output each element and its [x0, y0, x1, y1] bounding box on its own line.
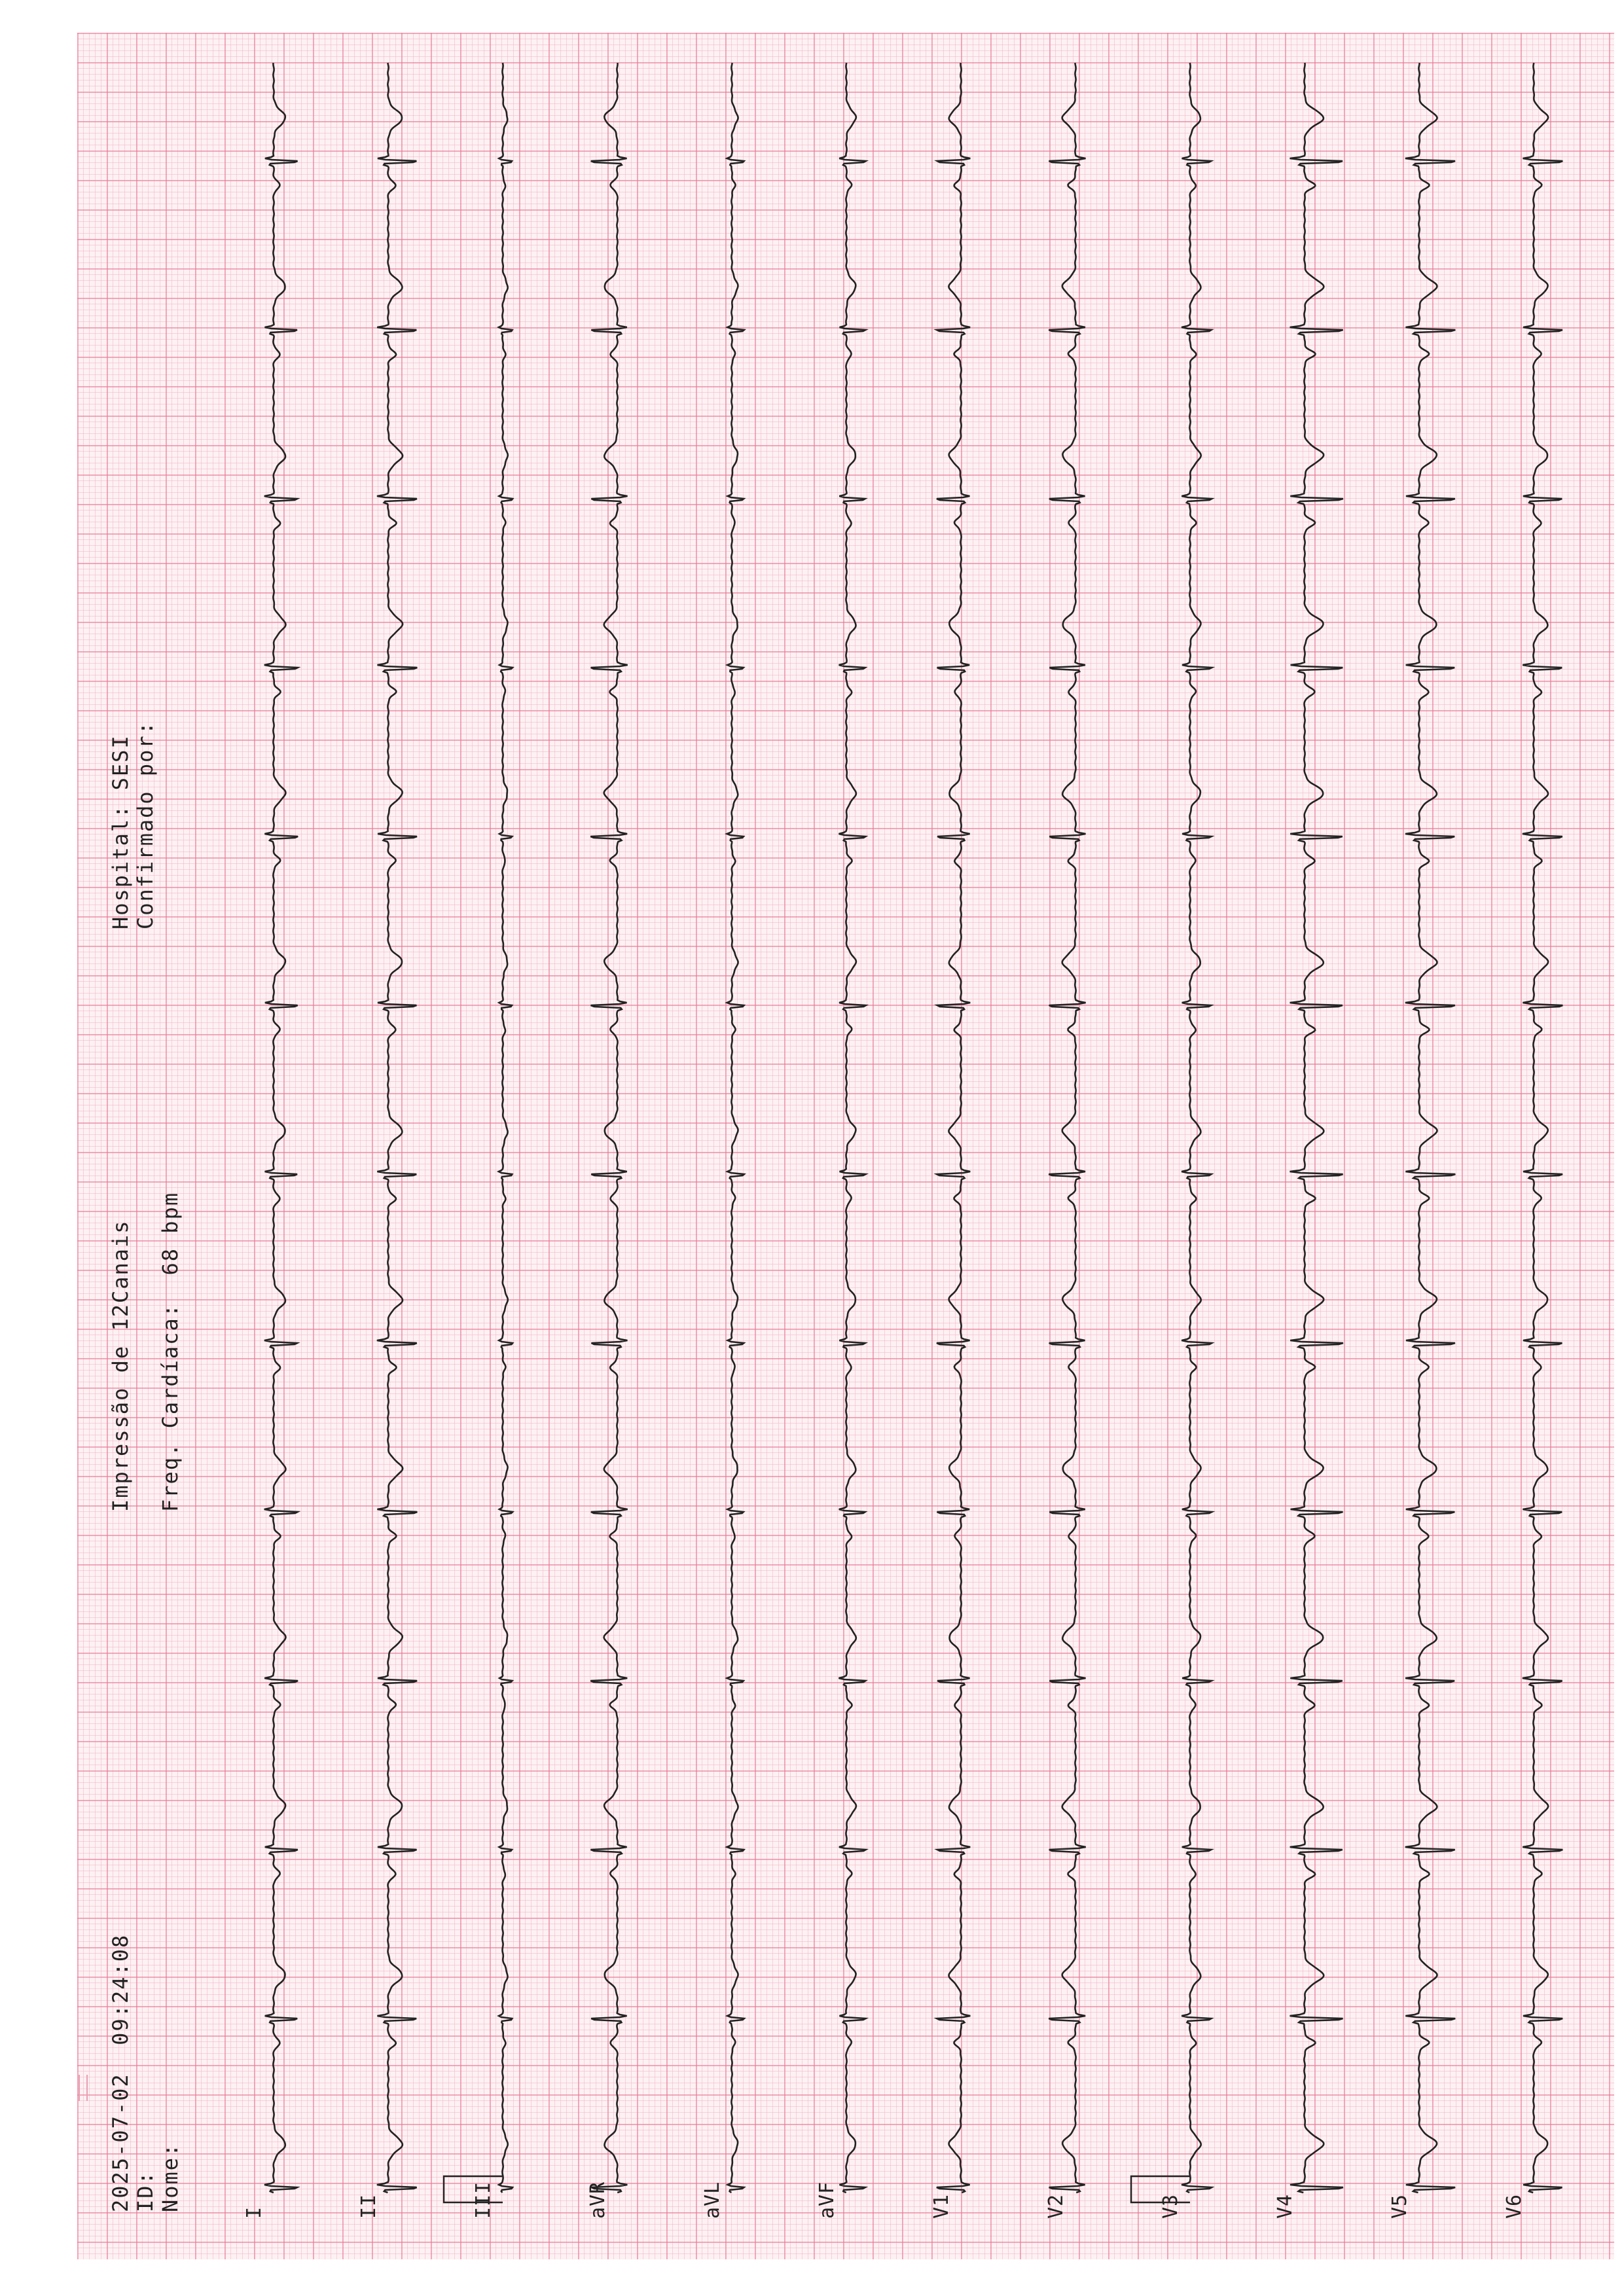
lead-label-i: I [243, 2206, 266, 2219]
lead-label-avl: aVL [701, 2181, 724, 2219]
lead-label-ii: II [357, 2193, 380, 2219]
print-title: Impressão de 12Canais [108, 1219, 133, 1512]
confirmed-by-label: Confirmado por: [133, 721, 158, 929]
lead-traces [264, 63, 1563, 2193]
lead-trace-v1 [937, 63, 970, 2193]
patient-name-label: Nome: [158, 2142, 183, 2212]
lead-trace-ii [377, 63, 417, 2193]
lead-label-iii: III [472, 2181, 495, 2219]
heart-rate: Freq. Cardíaca: 68 bpm [158, 1191, 183, 1512]
lead-trace-iii [499, 63, 513, 2193]
lead-label-v1: V1 [930, 2193, 953, 2219]
lead-label-v4: V4 [1274, 2193, 1297, 2219]
lead-trace-v6 [1523, 63, 1562, 2193]
lead-trace-avl [727, 63, 744, 2193]
lead-trace-v5 [1405, 63, 1456, 2193]
recording-datetime: 2025-07-02 09:24:08 [108, 1933, 133, 2212]
lead-trace-v2 [1049, 63, 1085, 2193]
lead-trace-i [264, 63, 298, 2193]
lead-label-avf: aVF [816, 2181, 839, 2219]
patient-id-label: ID: [133, 2170, 158, 2212]
lead-label-avr: aVR [586, 2181, 609, 2219]
hospital-name: Hospital: SESI [108, 734, 133, 929]
lead-label-v3: V3 [1159, 2193, 1182, 2219]
lead-label-v5: V5 [1388, 2193, 1411, 2219]
lead-trace-avf [839, 63, 865, 2193]
lead-trace-v3 [1182, 63, 1212, 2193]
lead-label-v6: V6 [1503, 2193, 1526, 2219]
lead-label-v2: V2 [1045, 2193, 1068, 2219]
lead-trace-avr [590, 63, 627, 2193]
lead-trace-v4 [1290, 63, 1343, 2193]
